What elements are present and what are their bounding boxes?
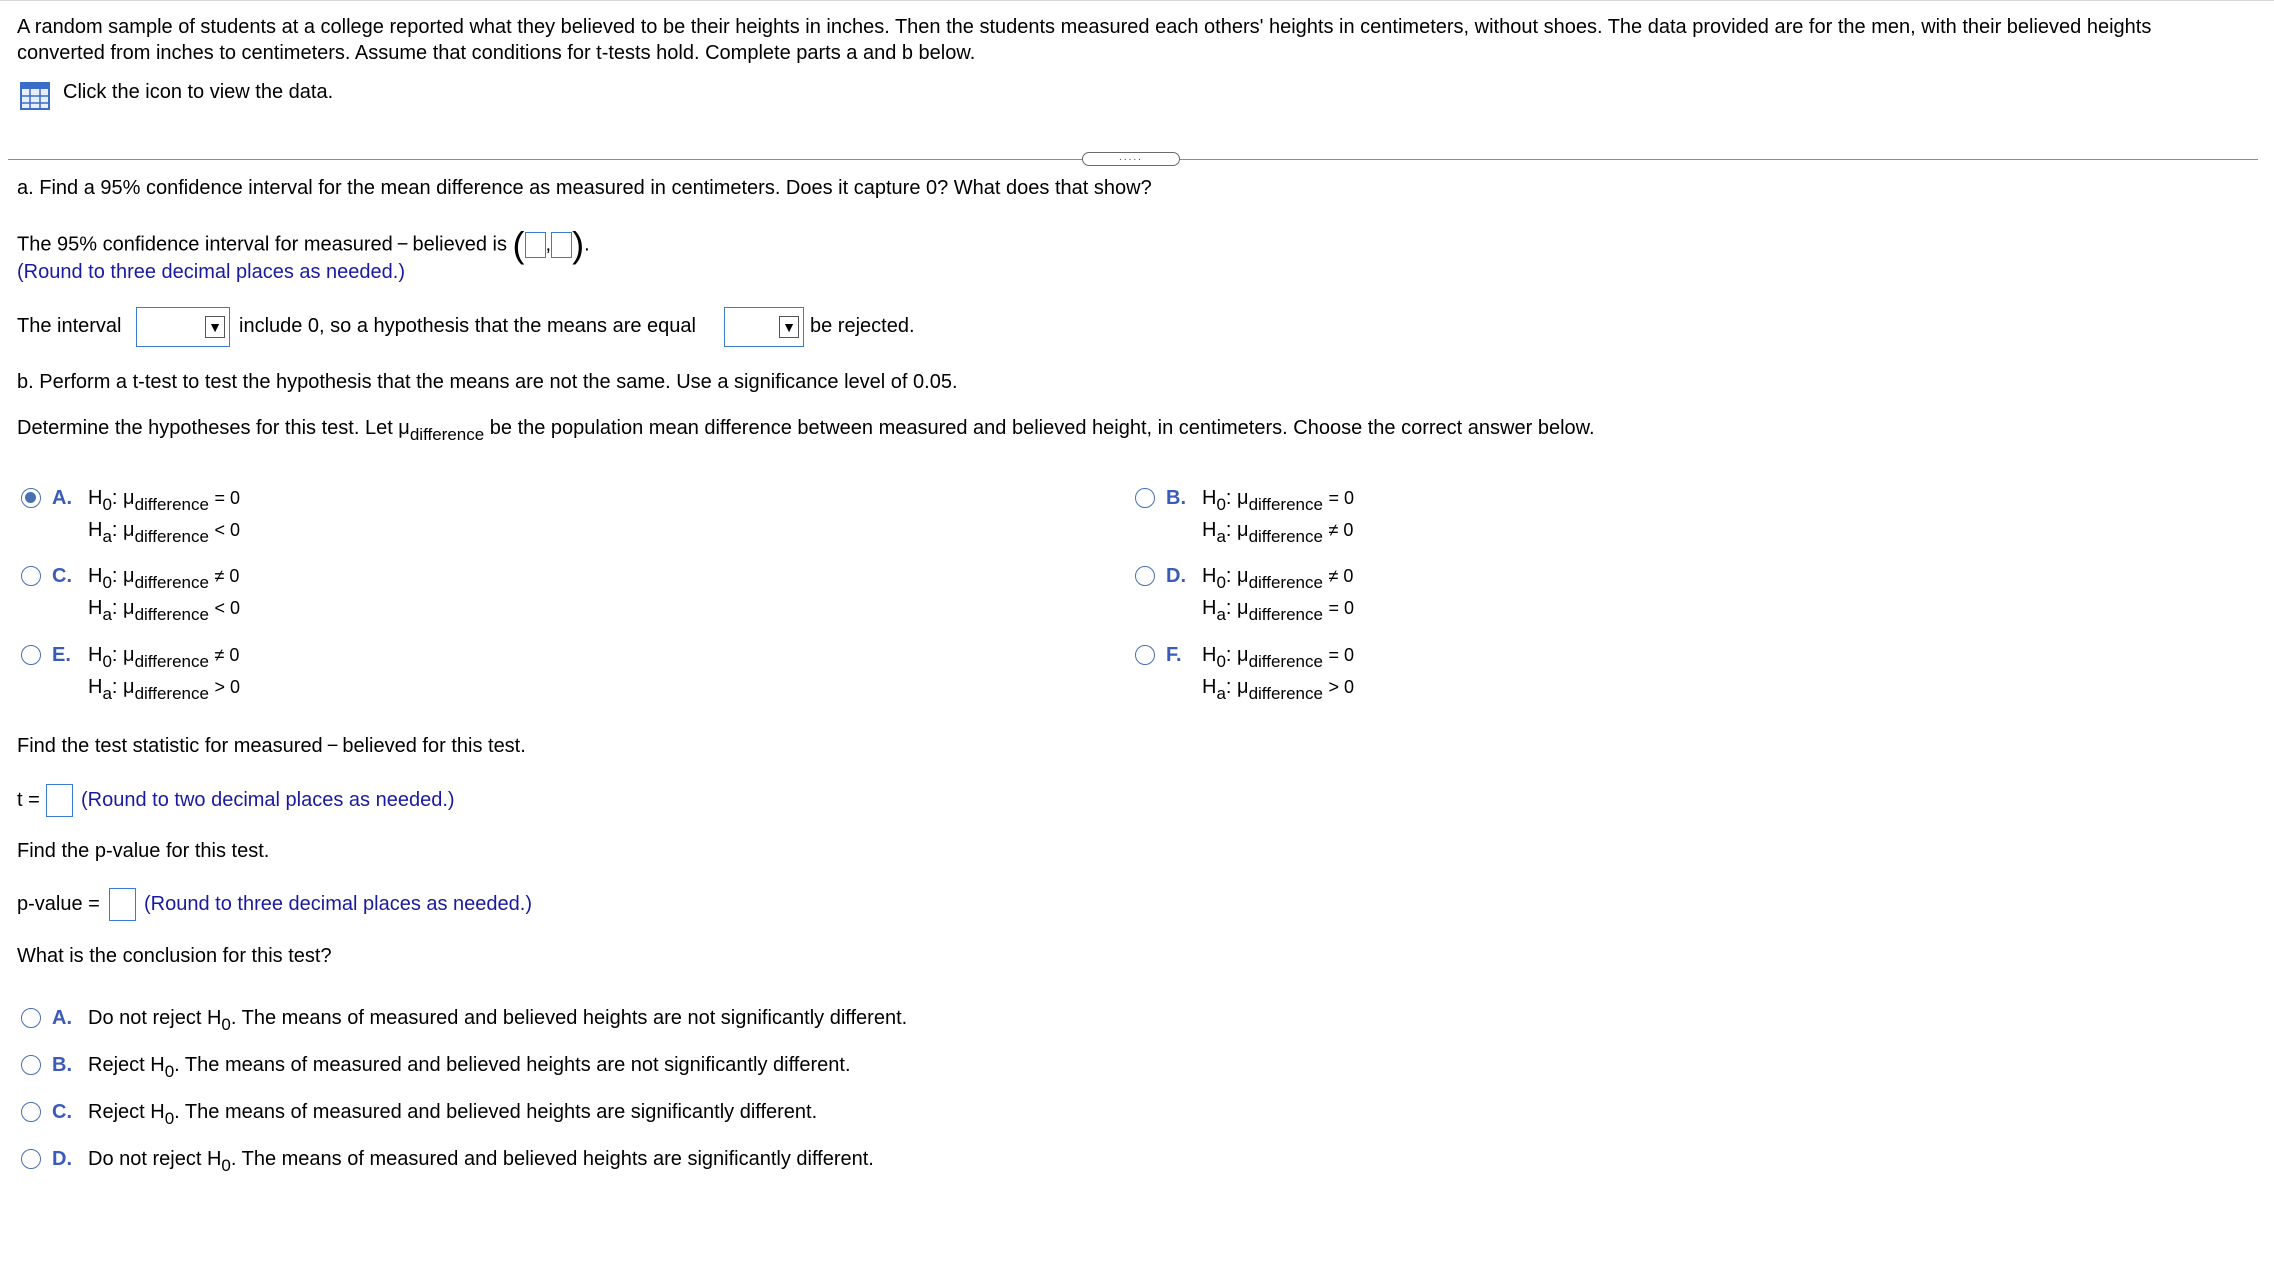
h0-label: H [88,565,103,587]
conclusion-post: . The means of measured and believed heights are not significantly different. [174,1054,851,1076]
option-letter: E. [52,644,71,666]
view-data-link[interactable]: Click the icon to view the data. [63,81,334,103]
interval-middle-text: include 0, so a hypothesis that the means are equal [239,315,696,337]
ha-label: H [88,519,103,541]
alt-hypothesis: $H_a$: $\mu_{difference} < 0$ [88,597,241,624]
conclusion-post: . The means of measured and believed heights are not significantly different. [230,1007,908,1029]
mu-sub: difference [134,605,209,624]
null-hypothesis: $H_0$: $\mu_{difference} \ne 0$ [1202,565,1354,592]
ha-label: H [88,597,103,619]
hyp-prefix: Determine the hypotheses for this test. Let μ [17,417,410,439]
option-letter: D. [52,1148,72,1170]
ci-comma: , [545,233,552,256]
mu-sub: difference [1248,527,1323,546]
ci-lower-input[interactable] [525,232,546,258]
h0-relation: = 0 [1328,488,1355,508]
conclusion-post: . The means of measured and believed heights are significantly different. [174,1101,818,1123]
mu-sub: difference [134,652,209,671]
ci-period: . [584,233,590,256]
data-table-icon[interactable] [20,82,50,110]
interval-include-dropdown[interactable] [136,307,230,347]
ci-upper-input[interactable] [551,232,572,258]
mu-sub: difference [134,573,209,592]
null-hypothesis: $H_0$: $\mu_{difference} = 0$ [1202,644,1355,671]
h0-sub: 0 [102,652,112,671]
conclusion-prompt: What is the conclusion for this test? [17,945,332,967]
alt-hypothesis: $H_a$: $\mu_{difference} > 0$ [88,676,241,703]
h0-label: H [1202,644,1217,666]
mu-sub: difference [134,527,209,546]
p-value-input[interactable] [109,888,136,921]
h0-sub: 0 [1216,652,1226,671]
radio-button[interactable] [1135,645,1155,665]
ci-round-note: (Round to three decimal places as needed.) [17,261,406,283]
radio-button[interactable] [21,1008,41,1028]
h0-label: H [88,644,103,666]
radio-button[interactable] [1135,566,1155,586]
p-prompt: Find the p-value for this test. [17,840,270,862]
conclusion-text [88,1100,818,1128]
ha-relation: > 0 [214,677,241,697]
option-letter: D. [1166,565,1186,587]
ha-sub: a [102,527,112,546]
h0-relation: ≠ 0 [214,645,240,665]
option-letter: C. [52,1101,72,1123]
h0-label: H [1202,565,1217,587]
mu-symbol: μ [1237,597,1249,619]
conclusion-post: . The means of measured and believed heights are significantly different. [230,1148,874,1170]
radio-button[interactable] [21,1055,41,1075]
problem-intro [17,14,2257,66]
ha-sub: a [1216,527,1226,546]
h0-relation: ≠ 0 [214,566,240,586]
mu-symbol: μ [1237,644,1249,666]
radio-button[interactable] [1135,488,1155,508]
p-label: p-value = [17,893,100,915]
ha-label: H [88,676,103,698]
conclusion-pre: Do not reject H [88,1007,222,1029]
intro-line-2: converted from inches to centimeters. Assume that conditions for t-tests hold. Complete parts a and b below. [17,42,976,64]
option-letter: B. [1166,487,1186,509]
option-letter: C. [52,565,72,587]
conclusion-text [88,1006,908,1034]
h0-sub: 0 [102,573,112,592]
option-letter: A. [52,1007,72,1029]
hypothesis-prompt [17,416,1595,444]
top-rule [0,0,2274,1]
ha-relation: = 0 [1328,598,1355,618]
dropdown-arrow-icon: ▼ [205,316,225,338]
ha-label: H [1202,519,1217,541]
mu-symbol: μ [1237,487,1249,509]
mu-symbol: μ [123,487,135,509]
conclusion-pre: Reject H [88,1101,165,1123]
dropdown-arrow-icon: ▼ [779,316,799,338]
p-round-note: (Round to three decimal places as needed.) [144,893,533,915]
t-round-note: (Round to two decimal places as needed.) [81,789,455,811]
ha-relation: ≠ 0 [1328,520,1354,540]
h0-relation: = 0 [1328,645,1355,665]
alt-hypothesis: $H_a$: $\mu_{difference} < 0$ [88,519,241,546]
mu-sub: difference [1248,652,1323,671]
conclusion-pre: Reject H [88,1054,165,1076]
conclusion-pre: Do not reject H [88,1148,222,1170]
resize-handle[interactable]: ..... [1082,152,1180,166]
ci-open-paren: ( [512,224,525,265]
option-letter: F. [1166,644,1182,666]
ci-close-paren: ) [572,224,585,265]
conclusion-sub: 0 [164,1109,175,1128]
part-b-question: b. Perform a t-test to test the hypothesis that the means are not the same. Use a significance level of 0.05. [17,371,958,393]
ci-row [17,224,590,265]
conclusion-sub: 0 [164,1062,175,1081]
h0-label: H [88,487,103,509]
hyp-sub: difference [409,425,485,444]
mu-sub: difference [1248,605,1323,624]
conclusion-sub: 0 [221,1156,231,1175]
conclusion-text [88,1147,874,1175]
mu-symbol: μ [1237,565,1249,587]
ha-label: H [1202,676,1217,698]
mu-symbol: μ [123,597,135,619]
rejected-dropdown[interactable] [724,307,804,347]
ha-sub: a [1216,605,1226,624]
alt-hypothesis: $H_a$: $\mu_{difference} = 0$ [1202,597,1355,624]
mu-symbol: μ [123,519,135,541]
mu-symbol: μ [1237,519,1249,541]
radio-button[interactable] [21,645,41,665]
ha-sub: a [102,605,112,624]
interval-suffix: be rejected. [810,315,915,337]
t-label: t = [17,789,40,811]
ha-sub: a [1216,684,1226,703]
null-hypothesis: $H_0$: $\mu_{difference} = 0$ [1202,487,1355,514]
mu-symbol: μ [123,644,135,666]
h0-label: H [1202,487,1217,509]
alt-hypothesis: $H_a$: $\mu_{difference} > 0$ [1202,676,1355,703]
interval-prefix: The interval [17,315,122,337]
ha-sub: a [102,684,112,703]
null-hypothesis: $H_0$: $\mu_{difference} \ne 0$ [88,565,240,592]
ha-relation: < 0 [214,520,241,540]
h0-sub: 0 [1216,573,1226,592]
h0-relation: ≠ 0 [1328,566,1354,586]
h0-sub: 0 [1216,495,1226,514]
mu-sub: difference [1248,573,1323,592]
mu-sub: difference [1248,684,1323,703]
option-letter: B. [52,1054,72,1076]
ha-label: H [1202,597,1217,619]
conclusion-sub: 0 [221,1015,231,1034]
mu-symbol: μ [1237,676,1249,698]
radio-button[interactable] [21,488,41,508]
hyp-suffix: be the population mean difference between measured and believed height, in centimeters. Choose the correct answer below. [484,417,1595,439]
stat-prompt: Find the test statistic for measured − believed for this test. [17,735,526,757]
ha-relation: > 0 [1328,677,1355,697]
option-letter: A. [52,487,72,509]
mu-sub: difference [134,684,209,703]
conclusion-text [88,1053,851,1081]
mu-sub: difference [134,495,209,514]
alt-hypothesis: $H_a$: $\mu_{difference} \ne 0$ [1202,519,1354,546]
part-a-question: a. Find a 95% confidence interval for the mean difference as measured in centimeters. Does it capture 0? What does that show? [17,177,1152,199]
null-hypothesis: $H_0$: $\mu_{difference} = 0$ [88,487,241,514]
t-stat-input[interactable] [46,784,73,817]
h0-sub: 0 [102,495,112,514]
mu-symbol: μ [123,676,135,698]
null-hypothesis: $H_0$: $\mu_{difference} \ne 0$ [88,644,240,671]
intro-line-1: A random sample of students at a college reported what they believed to be their heights in inches. Then the students measured each others' heights in centimeters, without shoes. The data provided are for the men, with their believed heights [17,16,2152,38]
ha-relation: < 0 [214,598,241,618]
radio-button[interactable] [21,1149,41,1169]
ci-label: The 95% confidence interval for measured − believed is [17,233,507,256]
radio-button[interactable] [21,1102,41,1122]
h0-relation: = 0 [214,488,241,508]
mu-sub: difference [1248,495,1323,514]
radio-button[interactable] [21,566,41,586]
mu-symbol: μ [123,565,135,587]
